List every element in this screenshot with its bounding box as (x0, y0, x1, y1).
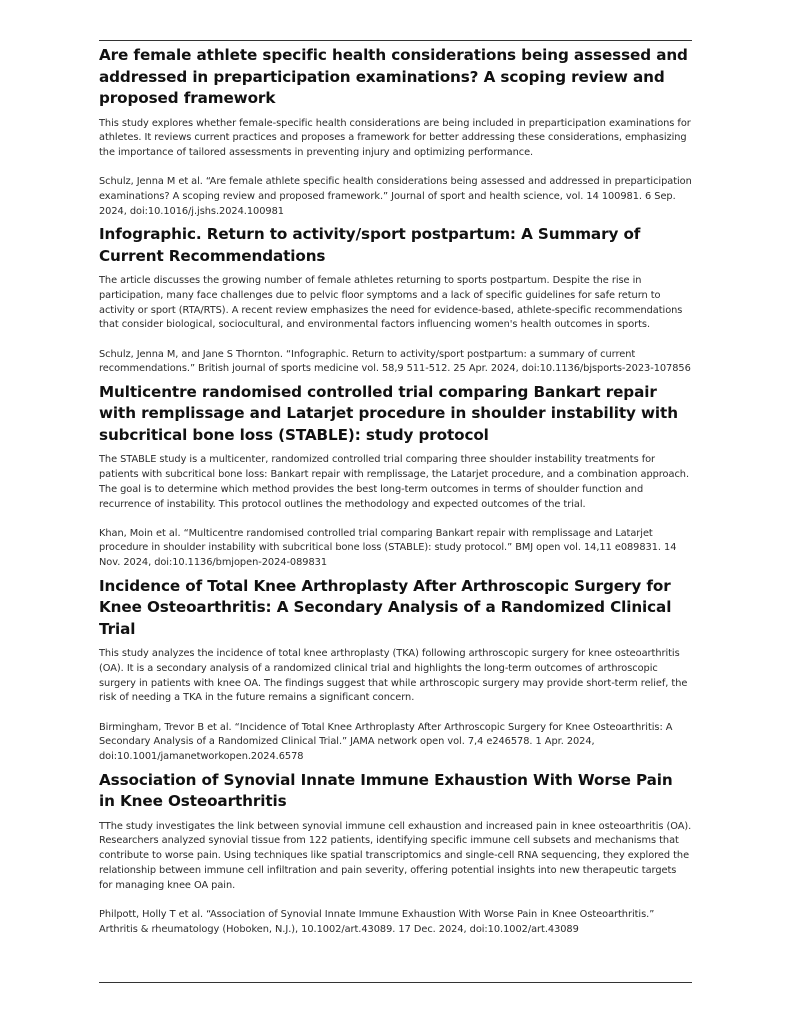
article-summary: This study analyzes the incidence of total knee arthroplasty (TKA) following arthroscopic surgery for knee osteoarthritis (OA). It is a secondary analysis of a randomized clinical trial and highlights the long-term outcomes of arthroscopic surgery in patients with knee OA. The findings suggest that while arthroscopic surgery may provide short-term relief, the risk of needing a TKA in the future remains a significant concern. (99, 648, 688, 704)
article-citation: Birmingham, Trevor B et al. “Incidence of Total Knee Arthroplasty After Arthroscopic Surgery for Knee Osteoarthritis: A Secondary Analysis of a Randomized Clinical Trial.” JAMA network open vol. 7,4 e246578. 1 Apr. 2024, doi:10.1001/jamanetworkopen.2024.6578 (99, 721, 673, 763)
article-list (99, 45, 692, 942)
article-5 (99, 770, 692, 937)
article-summary: The article discusses the growing number of female athletes returning to sports postpartum. Despite the rise in participation, many face challenges due to pelvic floor symptoms and a lack of specific guidelines for safe return to activity or sport (RTA/RTS). A recent review emphasizes the need for evidence-based, athlete-specific recommendations that consider biological, sociocultural, and environmental factors influencing women's health outcomes in sports. (99, 275, 683, 331)
article-summary: TThe study investigates the link between synovial immune cell exhaustion and increased pain in knee osteoarthritis (OA). Researchers analyzed synovial tissue from 122 patients, identifying specific immune cell subsets and mechanisms that contribute to worse pain. Using techniques like spatial transcriptomics and single-cell RNA sequencing, they explored the relationship between immune cell infiltration and pain severity, offering potential insights into new therapeutic targets for managing knee OA pain. (99, 820, 692, 891)
article-1 (99, 45, 692, 219)
article-title: Incidence of Total Knee Arthroplasty After Arthroscopic Surgery for Knee Osteoarthritis: A Secondary Analysis of a Randomized Clinical Trial (99, 576, 672, 638)
article-summary: This study explores whether female-specific health considerations are being included in preparticipation examinations for athletes. It reviews current practices and proposes a framework for better addressing these considerations, emphasizing the importance of tailored assessments in preventing injury and optimizing performance. (99, 117, 691, 158)
article-citation: Khan, Moin et al. “Multicentre randomised controlled trial comparing Bankart repair with remplissage and Latarjet procedure in shoulder instability with subcritical bone loss (STABLE): study protocol.” BMJ open vol. 14,11 e089831. 14 Nov. 2024, doi:10.1136/bmjopen-2024-089831 (99, 527, 677, 569)
article-title: Are female athlete specific health considerations being assessed and addressed in preparticipation examinations? A scoping review and proposed framework (99, 46, 688, 107)
top-divider (99, 40, 692, 41)
article-2 (99, 224, 692, 377)
article-citation: Philpott, Holly T et al. “Association of Synovial Innate Immune Exhaustion With Worse Pain in Knee Osteoarthritis.” Arthritis & rheumatology (Hoboken, N.J.), 10.1002/art.43089. 17 Dec. 2024, doi:10.1002/art.43089 (99, 908, 655, 935)
article-citation: Schulz, Jenna M et al. “Are female athlete specific health considerations being assessed and addressed in preparticipation examinations? A scoping review and proposed framework.” Journal of sport and health science, vol. 14 100981. 6 Sep. 2024, doi:10.1016/j.jshs.2024.100981 (99, 176, 692, 217)
article-title: Infographic. Return to activity/sport postpartum: A Summary of Current Recommendations (99, 225, 641, 265)
article-3 (99, 382, 692, 571)
article-title: Multicentre randomised controlled trial comparing Bankart repair with remplissage and Latarjet procedure in shoulder instability with subcritical bone loss (STABLE): study protocol (99, 382, 678, 444)
article-title: Association of Synovial Innate Immune Exhaustion With Worse Pain in Knee Osteoarthritis (99, 770, 673, 811)
article-summary: The STABLE study is a multicenter, randomized controlled trial comparing three shoulder instability treatments for patients with subcritical bone loss: Bankart repair with remplissage, the Latarjet procedure, and a combination approach. The goal is to determine which method provides the best long-term outcomes in terms of shoulder function and recurrence of instability. This protocol outlines the methodology and expected outcomes of the trial. (99, 454, 690, 510)
article-citation: Schulz, Jenna M, and Jane S Thornton. “Infographic. Return to activity/sport postpartum: a summary of current recommendations.” British journal of sports medicine vol. 58,9 511-512. 25 Apr. 2024, doi:10.1136/bjsports-2023-107856 (99, 348, 691, 375)
bottom-divider (99, 982, 692, 983)
article-4 (99, 576, 692, 765)
